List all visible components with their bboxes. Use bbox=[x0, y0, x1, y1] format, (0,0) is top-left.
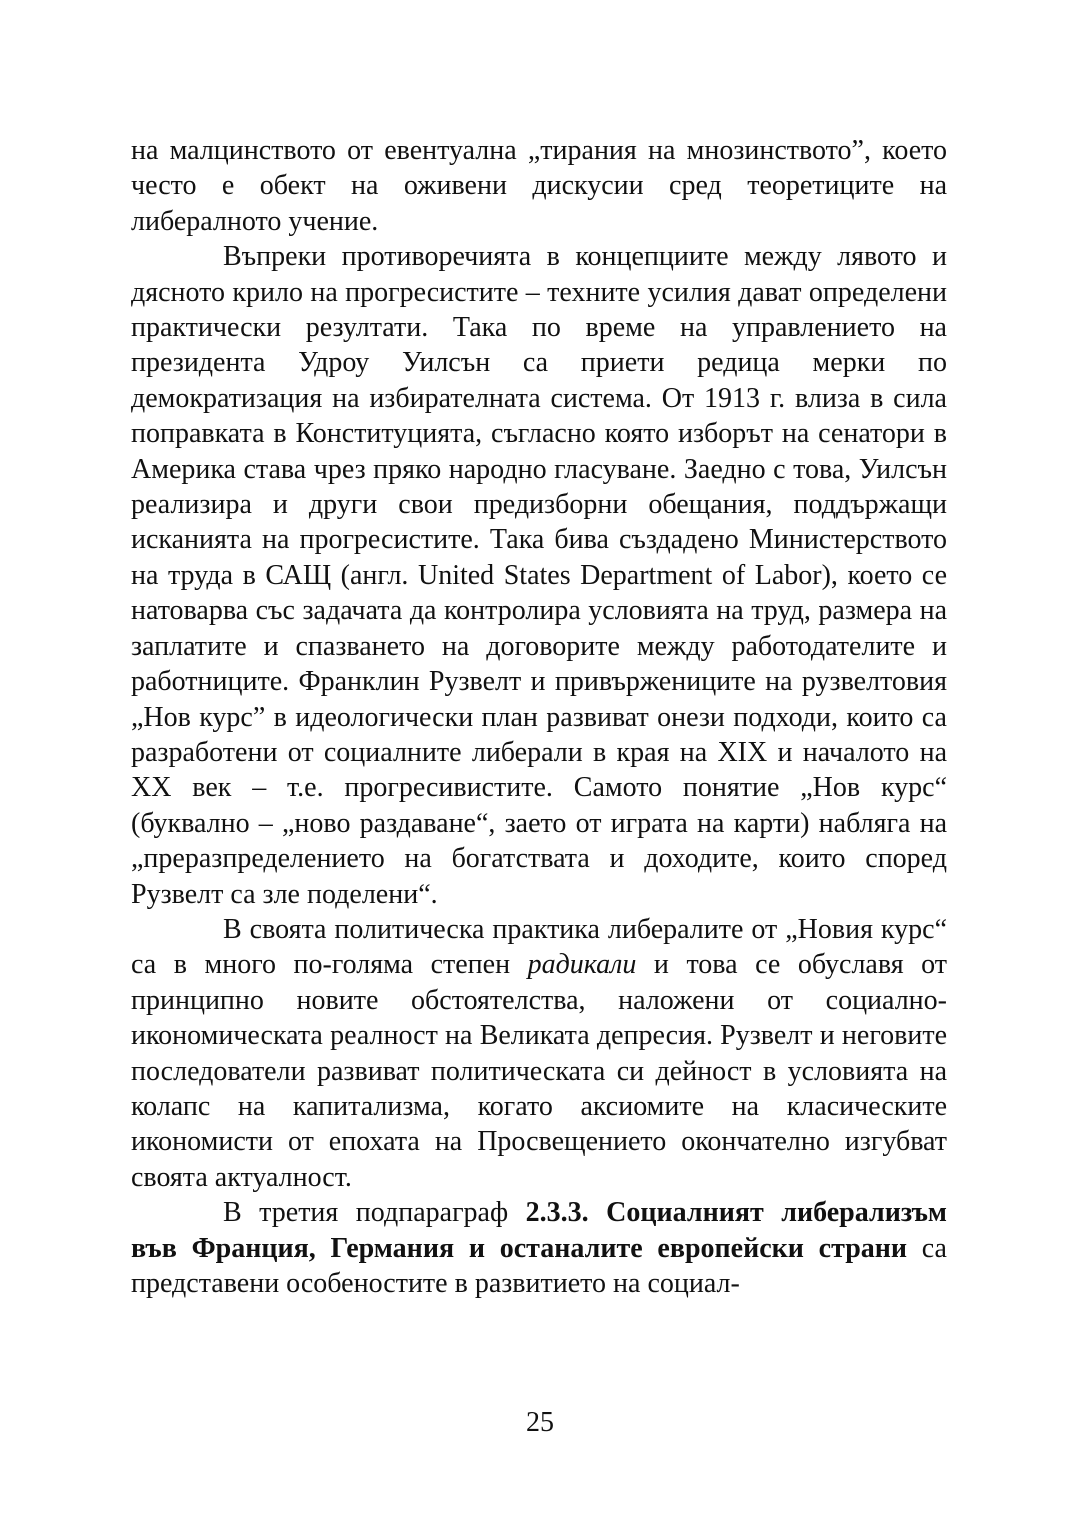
paragraph-1: на малцинството от евентуална „тирания на мнозинството”, което често е обект на оживени дискусии сред теоретиците на либералното учение. bbox=[131, 135, 947, 237]
paragraph-4 bbox=[131, 1195, 947, 1301]
paragraph-3-italic-term: радикали bbox=[527, 949, 637, 981]
paragraph-4-text-start: В третия подпараграф bbox=[223, 1197, 526, 1229]
paragraph-3-text-start: В своята политическа практика либералите от „Новия курс“ са в много по-голяма степен bbox=[131, 913, 947, 981]
paragraph-4-section-title: 2.3.3. Социалният либерализъм във Франция, Германия и останалите европейски страни bbox=[131, 1197, 947, 1264]
paragraph-4-text-end: са представени особеностите в развитието на социал- bbox=[131, 1232, 947, 1299]
paragraph-3-text-end: и това се обуславя от принципно новите обстоятелства, наложени от социално-икономическата реалност на Великата депресия. Рузвелт и неговите последователи развиват политическата си дейност в условията на колапс на капитализма, когато аксиомите на класическите икономисти от епохата на Просвещението окончателно изгубват своята актуалност. bbox=[131, 949, 947, 1193]
page-number: 25 bbox=[526, 1407, 554, 1438]
paragraph-2: Въпреки противоречията в концепциите между лявото и дясното крило на прогресистите – техните усилия дават определени практически резултати. Така по време на управлението на президента Удроу Уилсън са приети редица мерки по демократизация на избирателната система. От 1913 г. влиза в сила поправката в Конституцията, съгласно която изборът на сенатори в Америка става чрез пряко народно гласуване. Заедно с това, Уилсън реализира и други свои предизборни обещания, поддържащи исканията на прогресистите. Така бива създадено Министерството на труда в САЩ (англ. United States Department of Labor), което се натоварва със задачата да контролира условията на труд, размера на заплатите и спазването на договорите между работодателите и работниците. Франклин Рузвелт и привържениците на рузвелтовия „Нов курс” в идеологически план развиват онези подходи, които са разработени от социалните либерали в края на XIX и началото на XX век – т.е. прогресивистите. Самото понятие „Нов курс“ (буквално – „ново раздаване“, заето от играта на карти) набляга на „преразпределението на богатствата и доходите, които според Рузвелт са зле поделени“. bbox=[131, 241, 947, 910]
paragraph-3 bbox=[131, 912, 947, 1195]
page-body bbox=[131, 133, 947, 1301]
